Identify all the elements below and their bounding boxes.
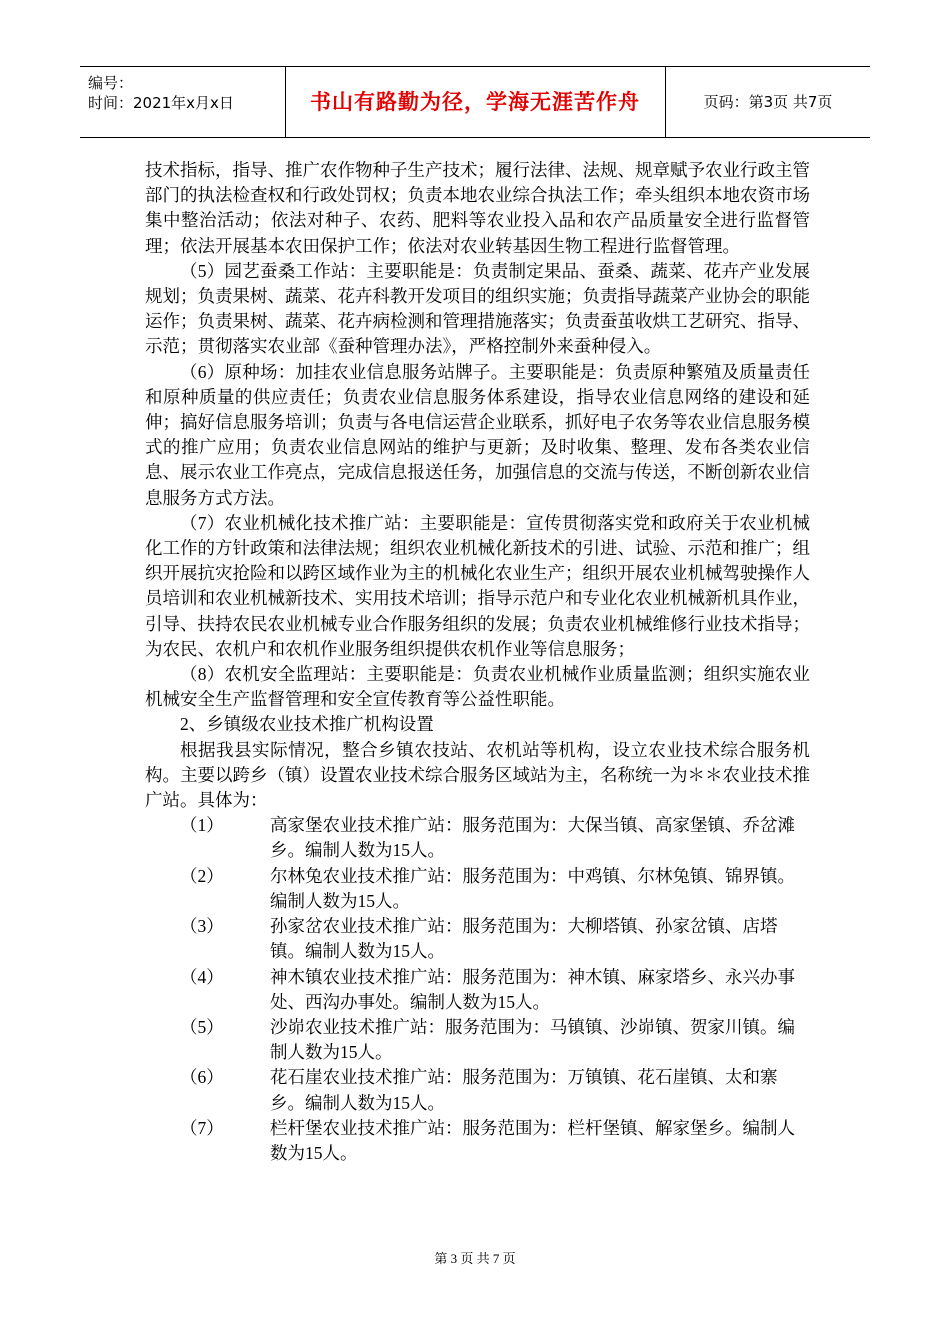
list-item-number: （7） <box>180 1117 224 1138</box>
serial-number-label: 编号： <box>88 74 134 92</box>
list-item <box>145 864 810 914</box>
list-item-text: 栏杆堡农业技术推广站：服务范围为：栏杆堡镇、解家堡乡。编制人数为15人。 <box>270 1117 795 1163</box>
header-page-label: 页码：第3页 共7页 <box>703 93 833 111</box>
list-item <box>145 914 810 964</box>
list-item-number: （2） <box>180 865 224 886</box>
list-item-number: （4） <box>180 966 224 987</box>
list-item-number: （5） <box>180 1016 224 1037</box>
list-item-number: （1） <box>180 815 224 836</box>
body-paragraph: （8）农机安全监理站：主要职能是：负责农业机械作业质量监测；组织实施农业机械安全生产监督管理和安全宣传教育等公益性职能。 <box>145 664 810 710</box>
list-item <box>145 813 810 863</box>
list-item-text: 花石崖农业技术推广站：服务范围为：万镇镇、花石崖镇、太和寨乡。编制人数为15人。 <box>270 1067 778 1113</box>
list-item <box>145 1116 810 1166</box>
list-item-text: 高家堡农业技术推广站：服务范围为：大保当镇、高家堡镇、乔岔滩乡。编制人数为15人。 <box>270 815 795 861</box>
header-motto: 书山有路勤为径，学海无涯苦作舟 <box>310 90 640 114</box>
list-item <box>145 965 810 1015</box>
list-item-text: 尔林兔农业技术推广站：服务范围为：中鸡镇、尔林兔镇、锦界镇。编制人数为15人。 <box>270 865 795 911</box>
page-footer: 第 3 页 共 7 页 <box>434 1251 516 1266</box>
date-label: 时间：2021年x月x日 <box>88 94 234 112</box>
list-item-text: 沙峁农业技术推广站：服务范围为：马镇镇、沙峁镇、贺家川镇。编制人数为15人。 <box>270 1016 795 1063</box>
list-item-number: （6） <box>180 1067 224 1088</box>
body-paragraph: （6）原种场：加挂农业信息服务站牌子。主要职能是：负责原种繁殖及质量责任和原种质量的供应责任；负责农业信息服务体系建设，指导农业信息网络的建设和延伸；搞好信息服务培训；负责与各电信运营企业联系，抓好电子农务等农业信息服务模式的推广应用；负责农业信息网站的维护与更新；及时收集、整理、发布各类农业信息、展示农业工作亮点，完成信息报送任务，加强信息的交流与传送，不断创新农业信息服务方式方法。 <box>145 361 810 508</box>
page-header <box>80 66 870 138</box>
header-meta <box>88 73 234 113</box>
list-item-text: 神木镇农业技术推广站：服务范围为：神木镇、麻家塔乡、永兴办事处、西沟办事处。编制人数为15人。 <box>270 966 795 1012</box>
list-item <box>145 1015 810 1065</box>
section-heading: 2、乡镇级农业技术推广机构设置 <box>180 714 434 735</box>
list-item <box>145 1065 810 1115</box>
body-paragraph: （7）农业机械化技术推广站：主要职能是：宣传贯彻落实党和政府关于农业机械化工作的方针政策和法律法规；组织农业机械化新技术的引进、试验、示范和推广；组织开展抗灾抢险和以跨区域作业为主的机械化农业生产；组织开展农业机械驾驶操作人员培训和农业机械新技术、实用技术培训；指导示范户和专业化农业机械新机具作业，引导、扶持农民农业机械专业合作服务组织的发展；负责农业机械维修行业技术指导；为农民、农机户和农机作业服务组织提供农机作业等信息服务； <box>145 512 810 659</box>
body-paragraph: （5）园艺蚕桑工作站：主要职能是：负责制定果品、蚕桑、蔬菜、花卉产业发展规划；负责果树、蔬菜、花卉科教开发项目的组织实施；负责指导蔬菜产业协会的职能运作；负责果树、蔬菜、花卉病检测和管理措施落实；负责蚕茧收烘工艺研究、指导、示范；贯彻落实农业部《蚕种管理办法》，严格控制外来蚕种侵入。 <box>145 260 810 357</box>
body-paragraph: 技术指标，指导、推广农作物种子生产技术；履行法律、法规、规章赋予农业行政主管部门的执法检查权和行政处罚权；负责本地农业综合执法工作；牵头组织本地农资市场集中整治活动；依法对种子、农药、肥料等农业投入品和农产品质量安全进行监督管理；依法开展基本农田保护工作；依法对农业转基因生物工程进行监督管理。 <box>145 160 810 256</box>
body-paragraph: 根据我县实际情况，整合乡镇农技站、农机站等机构，设立农业技术综合服务机构。主要以跨乡（镇）设置农业技术综合服务区域站为主，名称统一为＊＊农业技术推广站。具体为： <box>145 739 810 811</box>
list-item-text: 孙家岔农业技术推广站：服务范围为：大柳塔镇、孙家岔镇、店塔镇。编制人数为15人。 <box>270 916 778 962</box>
document-body <box>145 158 810 1166</box>
list-item-number: （3） <box>180 916 224 937</box>
